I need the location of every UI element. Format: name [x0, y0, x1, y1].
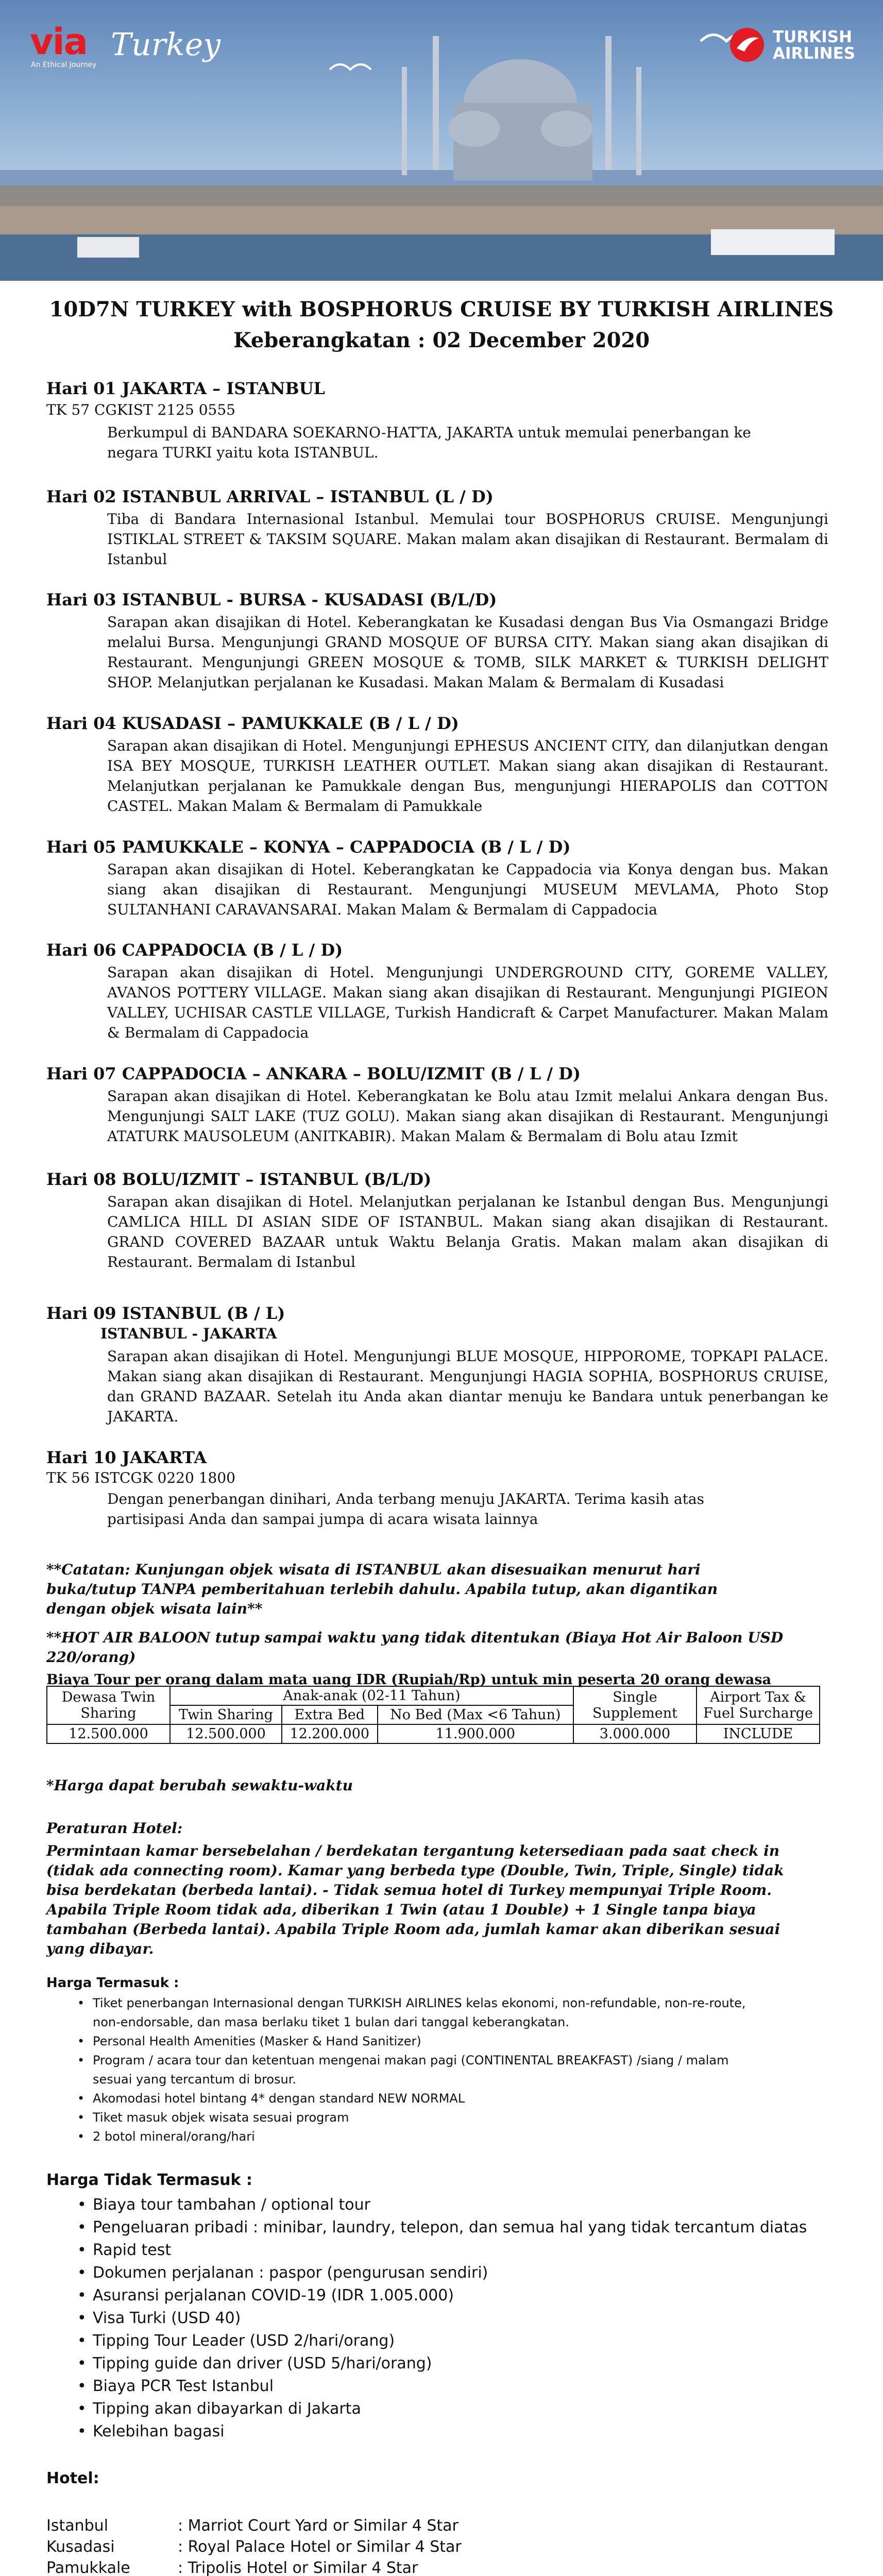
price-single: 3.000.000: [573, 1724, 697, 1743]
day-description: Sarapan akan disajikan di Hotel. Keberangkatan ke Cappadocia via Konya dengan bus. Makan siang akan disajikan di Restaurant. Mengunjungi MUSEUM MEVLAMA, Photo Stop SULTANHANI CARAVANSARAI. Makan Malam & Bermalam di Cappadocia: [107, 861, 828, 918]
header-child-extra: Extra Bed: [282, 1705, 378, 1724]
day-heading: Hari 10 JAKARTA: [46, 1448, 207, 1467]
day-heading: Hari 06 CAPPADOCIA (B / L / D): [46, 940, 343, 960]
hotel-title: Hotel:: [46, 2469, 99, 2487]
flight-info: TK 57 CGKIST 2125 0555: [46, 401, 235, 418]
header-tax: Airport Tax & Fuel Surcharge: [697, 1686, 820, 1724]
list-item: • Biaya PCR Test Istanbul: [77, 2375, 850, 2398]
price-child-nobed: 11.900.000: [378, 1724, 573, 1743]
list-item: • Personal Health Amenities (Masker & Hand Sanitizer): [77, 2032, 747, 2051]
price-note: *Harga dapat berubah sewaktu-waktu: [46, 1777, 353, 1794]
list-item: • Asuransi perjalanan COVID-19 (IDR 1.005.000): [77, 2284, 850, 2307]
day-description: Sarapan akan disajikan di Hotel. Mengunjungi UNDERGROUND CITY, GOREME VALLEY, AVANOS POTTERY VILLAGE. Makan siang akan disajikan di Restaurant. Mengunjungi PIGIEON VALLEY, UCHISAR CASTLE VILLAGE, Turkish Handicraft & Carpet Manufacturer. Makan Malam & Bermalam di Cappadocia: [107, 964, 828, 1041]
turkish-airlines-logo-icon: [729, 27, 765, 63]
day-description: Sarapan akan disajikan di Hotel. Mengunjungi BLUE MOSQUE, HIPPOROME, TOPKAPI PALACE. Makan siang akan disajikan di Restaurant. Mengunjungi HAGIA SOPHIA, BOSPHORUS CRUISE, dan GRAND BAZAAR. Setelah itu Anda akan diantar menuju ke Bandara untuk penerbangan ke JAKARTA.: [107, 1348, 828, 1425]
day-heading: Hari 01 JAKARTA – ISTANBUL: [46, 379, 325, 398]
day-description: Berkumpul di BANDARA SOEKARNO-HATTA, JAKARTA untuk memulai penerbangan ke negara TURKI yaitu kota ISTANBUL.: [107, 424, 751, 461]
price-caption: Biaya Tour per orang dalam mata uang IDR (Rupiah/Rp) untuk min peserta 20 orang dewasa: [46, 1672, 772, 1688]
via-tagline: An Ethical Journey: [31, 61, 97, 69]
turkish-airlines-logo: TURKISH AIRLINES: [773, 28, 856, 63]
list-item: • Rapid test: [77, 2239, 850, 2262]
hero-banner: [0, 0, 883, 281]
list-item: • Tiket penerbangan Internasional dengan TURKISH AIRLINES kelas ekonomi, non-refundable, non-re-route, non-endorsable, dan masa berlaku tiket 1 bulan dari tanggal keberangkatan.: [77, 1994, 747, 2032]
list-item: • Program / acara tour dan ketentuan mengenai makan pagi (CONTINENTAL BREAKFAST) /siang / malam sesuai yang tercantum di brosur.: [77, 2051, 747, 2089]
price-child-twin: 12.500.000: [170, 1724, 282, 1743]
hotel-value: : Marriot Court Yard or Similar 4 Star: [178, 2517, 459, 2535]
list-item: • Tipping guide dan driver (USD 5/hari/orang): [77, 2352, 850, 2375]
day-route: ISTANBUL - JAKARTA: [100, 1325, 277, 1342]
balloon-note: **HOT AIR BALOON tutup sampai waktu yang tidak ditentukan (Biaya Hot Air Baloon USD 220/orang): [46, 1629, 784, 1666]
turkey-logo: Turkey: [111, 27, 221, 63]
day-description: Tiba di Bandara Internasional Istanbul. Memulai tour BOSPHORUS CRUISE. Mengunjungi ISTIKLAL STREET & TAKSIM SQUARE. Makan malam akan disajikan di Restaurant. Bermalam di Istanbul: [107, 511, 828, 568]
hotel-city: Pamukkale: [46, 2559, 130, 2576]
header-adult: Dewasa Twin Sharing: [47, 1686, 170, 1724]
included-title: Harga Termasuk :: [46, 1975, 179, 1991]
day-heading: Hari 07 CAPPADOCIA – ANKARA – BOLU/IZMIT (B / L / D): [46, 1064, 581, 1083]
hotel-city: Istanbul: [46, 2517, 109, 2535]
header-child-twin: Twin Sharing: [170, 1705, 282, 1724]
day-description: Sarapan akan disajikan di Hotel. Mengunjungi EPHESUS ANCIENT CITY, dan dilanjutkan dengan ISA BEY MOSQUE, TURKISH LEATHER OUTLET. Makan siang akan disajikan di Restaurant. Melanjutkan perjalanan ke Pamukkale dengan Bus, mengunjungi HIERAPOLIS dan COTTON CASTEL. Makan Malam & Bermalam di Pamukkale: [107, 737, 828, 815]
day-description: Sarapan akan disajikan di Hotel. Melanjutkan perjalanan ke Istanbul dengan Bus. Mengunjungi CAMLICA HILL DI ASIAN SIDE OF ISTANBUL. Makan siang akan disajikan di Restaurant. GRAND COVERED BAZAAR untuk Waktu Belanja Gratis. Makan malam akan disajikan di Restaurant. Bermalam di Istanbul: [107, 1193, 828, 1270]
tour-title: 10D7N TURKEY with BOSPHORUS CRUISE BY TURKISH AIRLINES: [49, 297, 834, 321]
price-child-extra: 12.200.000: [282, 1724, 378, 1743]
header-single: Single Supplement: [573, 1686, 697, 1724]
hotel-value: : Tripolis Hotel or Similar 4 Star: [178, 2559, 418, 2576]
day-description: Sarapan akan disajikan di Hotel. Keberangkatan ke Bolu atau Izmit melalui Ankara dengan Bus. Mengunjungi SALT LAKE (TUZ GOLU). Makan siang akan disajikan di Restaurant. Mengunjungi ATATURK MAUSOLEUM (ANITKABIR). Makan Malam & Bermalam di Bolu atau Izmit: [107, 1088, 828, 1145]
list-item: • Tipping Tour Leader (USD 2/hari/orang): [77, 2330, 850, 2352]
header-child-nobed: No Bed (Max <6 Tahun): [378, 1705, 573, 1724]
list-item: • Tiket masuk objek wisata sesuai program: [77, 2108, 747, 2127]
excluded-list: [77, 2194, 850, 2443]
price-adult: 12.500.000: [47, 1724, 170, 1743]
day-heading: Hari 09 ISTANBUL (B / L): [46, 1303, 285, 1323]
hotel-city: Kusadasi: [46, 2538, 115, 2556]
day-description: Dengan penerbangan dinihari, Anda terbang menuju JAKARTA. Terima kasih atas partisipasi Anda dan sampai jumpa di acara wisata lainnya: [107, 1490, 704, 1528]
list-item: • Visa Turki (USD 40): [77, 2307, 850, 2330]
visit-note: **Catatan: Kunjungan objek wisata di ISTANBUL akan disesuaikan menurut hari buka/tutup TANPA pemberitahuan terlebih dahulu. Apabila tutup, akan digantikan dengan objek wisata lain**: [46, 1561, 718, 1617]
list-item: • Akomodasi hotel bintang 4* dengan standard NEW NORMAL: [77, 2089, 747, 2108]
price-table: [46, 1686, 820, 1744]
via-logo: via: [30, 21, 87, 63]
day-heading: Hari 04 KUSADASI – PAMUKKALE (B / L / D): [46, 714, 459, 733]
list-item: • 2 botol mineral/orang/hari: [77, 2127, 747, 2146]
list-item: • Tipping akan dibayarkan di Jakarta: [77, 2398, 850, 2420]
list-item: • Biaya tour tambahan / optional tour: [77, 2194, 850, 2216]
day-heading: Hari 03 ISTANBUL - BURSA - KUSADASI (B/L/D): [46, 590, 497, 609]
day-heading: Hari 05 PAMUKKALE – KONYA – CAPPADOCIA (B / L / D): [46, 837, 571, 857]
day-description: Sarapan akan disajikan di Hotel. Keberangkatan ke Kusadasi dengan Bus Via Osmangazi Bridge melalui Bursa. Mengunjungi GRAND MOSQUE OF BURSA CITY. Makan siang akan disajikan di Restaurant. Mengunjungi GREEN MOSQUE & TOMB, SILK MARKET & TURKISH DELIGHT SHOP. Melanjutkan perjalanan ke Kusadasi. Makan Malam & Bermalam di Kusadasi: [107, 614, 828, 691]
hotel-rules-text: Permintaan kamar bersebelahan / berdekatan tergantung ketersediaan pada saat check in (tidak ada connecting room). Kamar yang berbeda type (Double, Twin, Triple, Single) tidak bisa berdekatan (berbeda lantai). - Tidak semua hotel di Turkey mempunyai Triple Room. Apabila Triple Room tidak ada, diberikan 1 Twin (atau 1 Double) + 1 Single tanpa biaya tambahan (Berbeda lantai). Apabila Triple Room ada, jumlah kamar akan diberikan sesuai yang dibayar.: [46, 1842, 784, 1957]
day-heading: Hari 08 BOLU/IZMIT – ISTANBUL (B/L/D): [46, 1170, 432, 1189]
departure-date: Keberangkatan : 02 December 2020: [233, 328, 650, 352]
included-list: [77, 1994, 747, 2146]
list-item: • Dokumen perjalanan : paspor (pengurusan sendiri): [77, 2262, 850, 2284]
hotel-value: : Royal Palace Hotel or Similar 4 Star: [178, 2538, 462, 2556]
hotel-rules-title: Peraturan Hotel:: [46, 1820, 183, 1837]
excluded-title: Harga Tidak Termasuk :: [46, 2171, 252, 2189]
price-tax: INCLUDE: [697, 1724, 820, 1743]
header-child-group: Anak-anak (02-11 Tahun): [170, 1686, 573, 1705]
list-item: • Kelebihan bagasi: [77, 2420, 850, 2443]
day-heading: Hari 02 ISTANBUL ARRIVAL – ISTANBUL (L / D): [46, 487, 494, 506]
list-item: • Pengeluaran pribadi : minibar, laundry, telepon, dan semua hal yang tidak tercantum diatas: [77, 2216, 850, 2239]
flight-info: TK 56 ISTCGK 0220 1800: [46, 1469, 235, 1486]
